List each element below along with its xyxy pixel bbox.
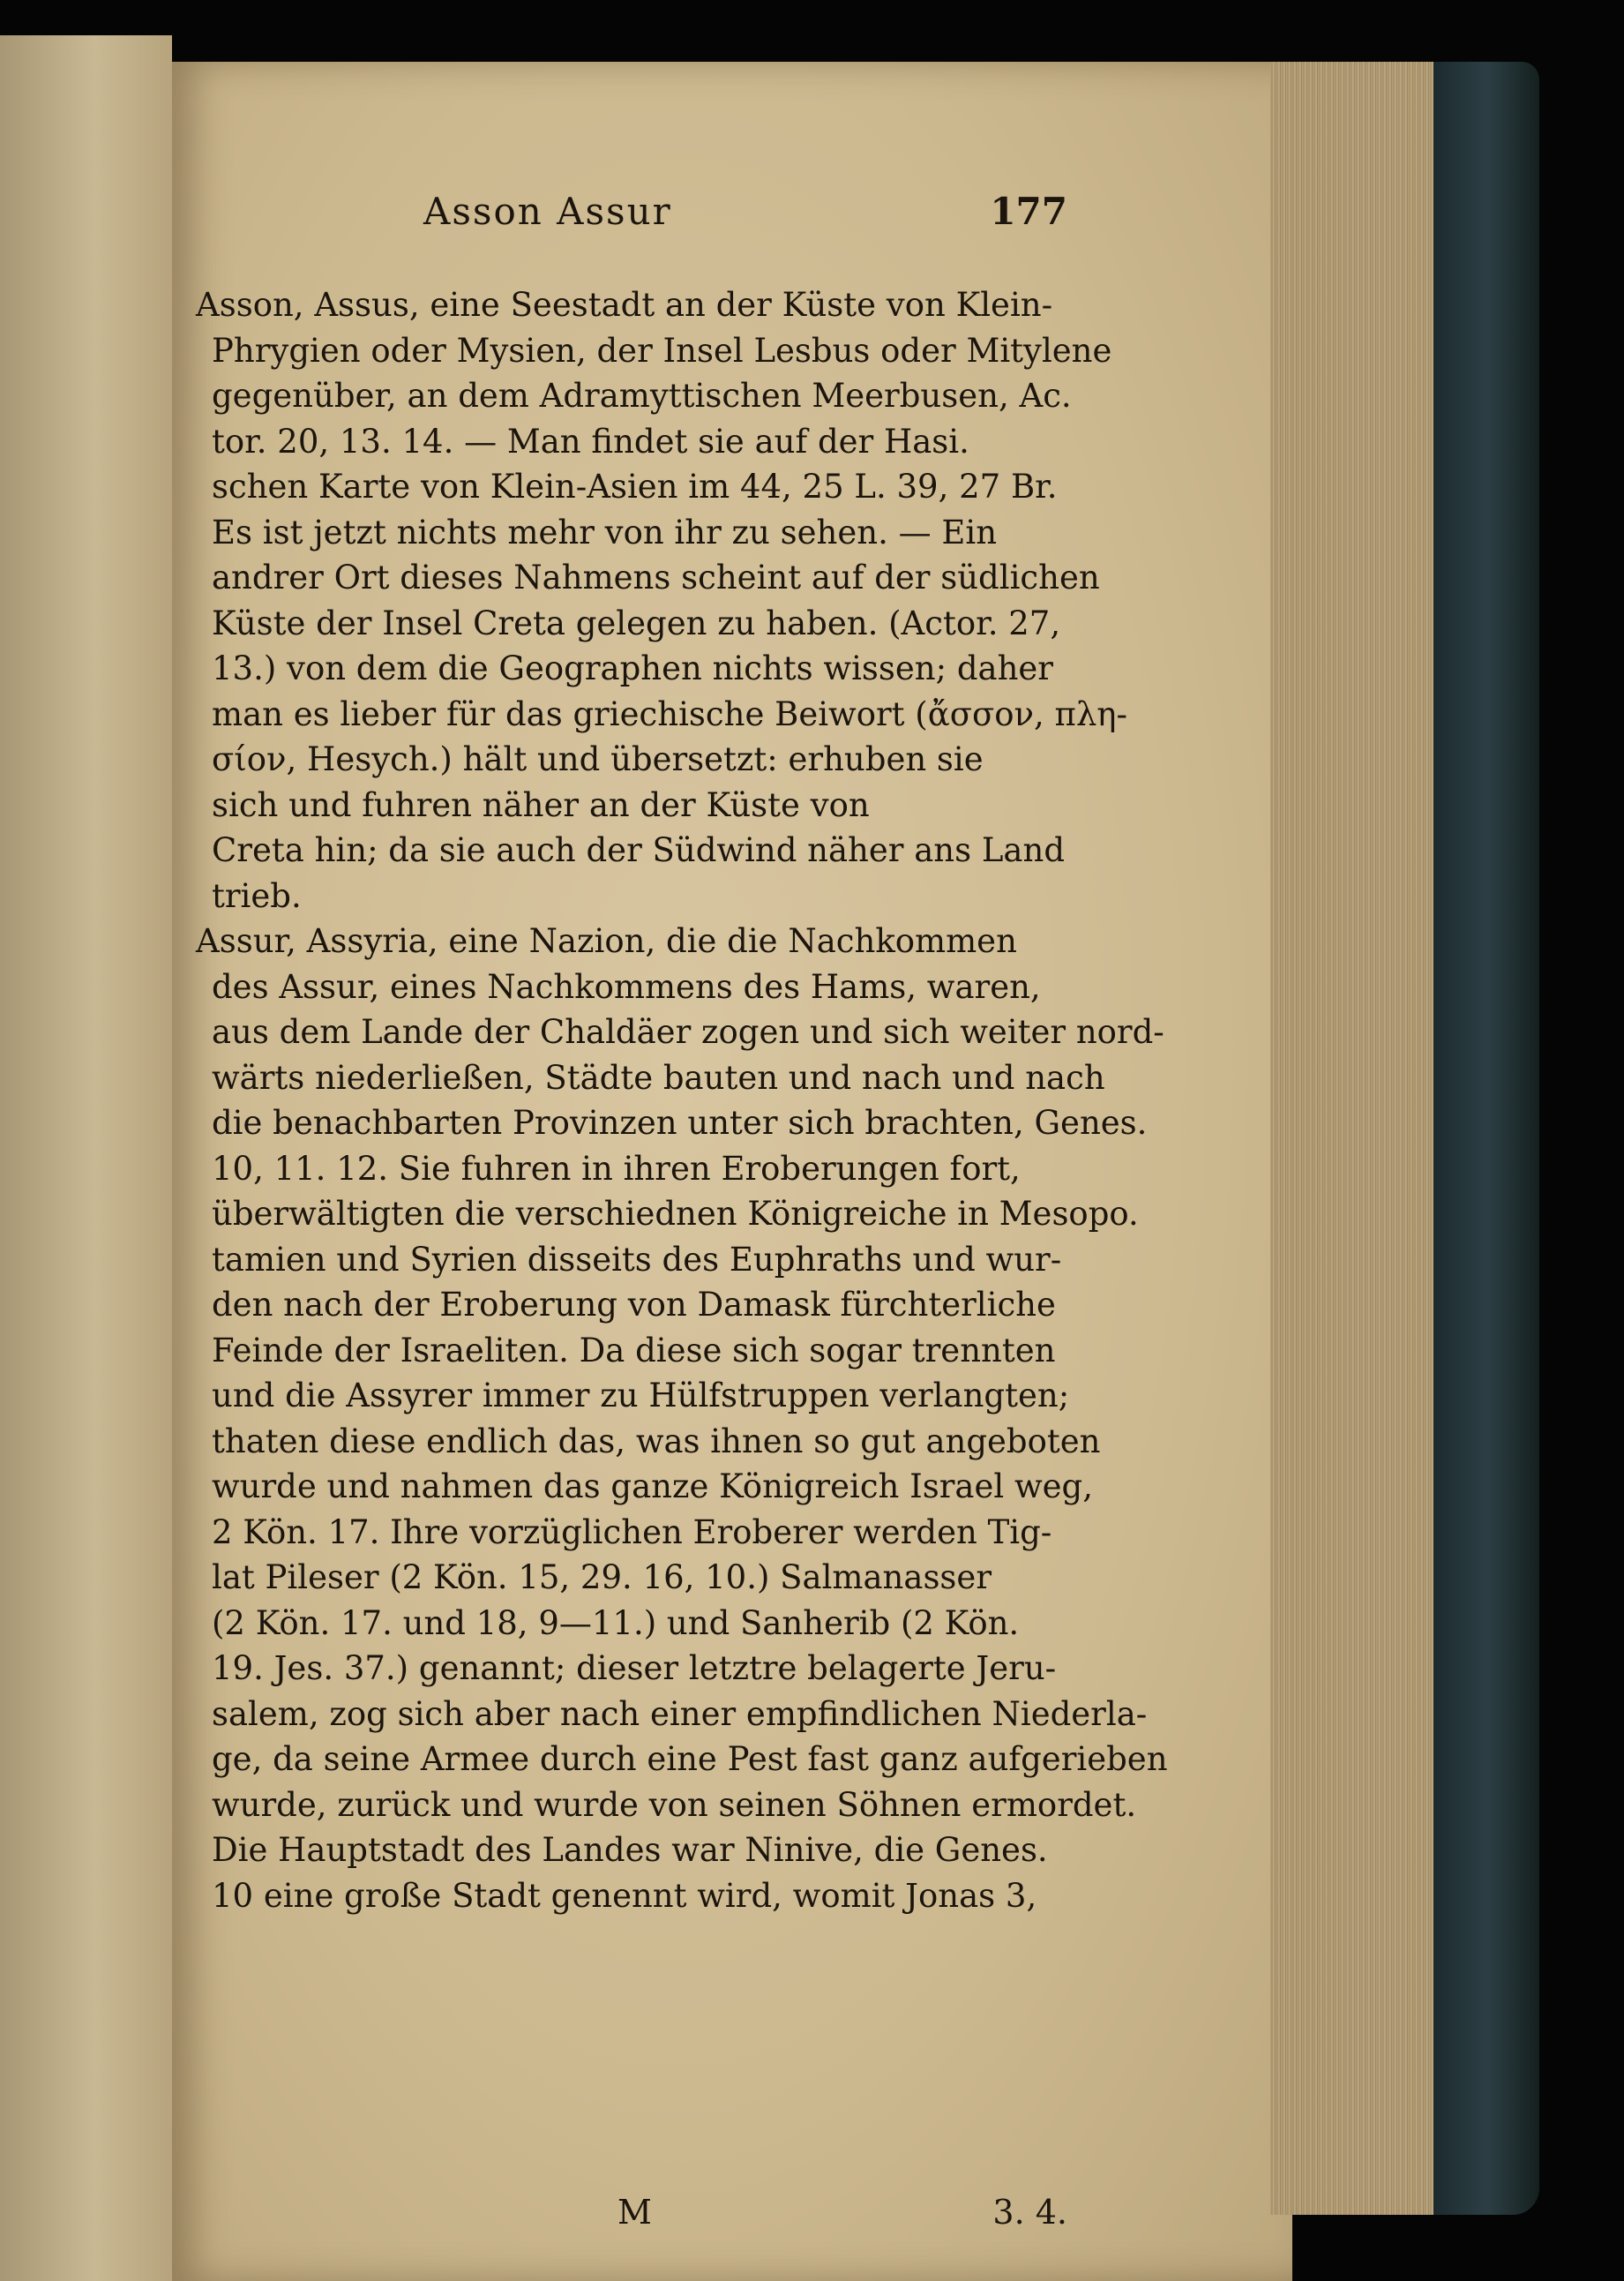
- text-line: wurde, zurück und wurde von seinen Söhnen ermordet.: [212, 1785, 1137, 1824]
- text-line: Creta hin; da sie auch der Südwind näher ans Land: [212, 831, 1066, 869]
- text-line: tamien und Syrien disseits des Euphraths und wur-: [212, 1240, 1062, 1279]
- text-line: Die Hauptstadt des Landes war Ninive, die Genes.: [212, 1831, 1048, 1869]
- text-line: Phrygien oder Mysien, der Insel Lesbus oder Mitylene: [212, 331, 1112, 370]
- running-header: [423, 190, 1067, 243]
- body-text: [196, 282, 1168, 1918]
- text-line: σίον, Hesych.) hält und übersetzt: erhuben sie: [212, 740, 984, 778]
- text-line: Es ist jetzt nichts mehr von ihr zu sehen. — Ein: [212, 513, 998, 551]
- text-line: den nach der Eroberung von Damask fürchterliche: [212, 1286, 1056, 1324]
- text-line: 10 eine große Stadt genennt wird, womit Jonas 3,: [212, 1876, 1037, 1915]
- text-line: salem, zog sich aber nach einer empfindlichen Niederla-: [212, 1694, 1148, 1733]
- text-line: trieb.: [212, 876, 302, 915]
- book-cover: [1433, 62, 1539, 2215]
- text-line: die benachbarten Provinzen unter sich brachten, Genes.: [212, 1104, 1148, 1142]
- text-line: und die Assyrer immer zu Hülfstruppen verlangten;: [212, 1377, 1070, 1414]
- text-line: gegenüber, an dem Adramyttischen Meerbusen, Ac.: [212, 377, 1072, 415]
- catchword: 3. 4.: [992, 2193, 1067, 2232]
- text-line: 2 Kön. 17. Ihre vorzüglichen Eroberer werden Tig-: [212, 1512, 1052, 1551]
- header-title: Asson Assur: [423, 190, 672, 233]
- text-line: überwältigten die verschiednen Königreiche in Mesopo.: [212, 1195, 1139, 1233]
- text-line: schen Karte von Klein-Asien im 44, 25 L. 39, 27 Br.: [212, 468, 1058, 506]
- text-line: tor. 20, 13. 14. — Man findet sie auf der Hasi.: [212, 422, 969, 461]
- signature-mark: M: [617, 2193, 652, 2232]
- text-line: thaten diese endlich das, was ihnen so gut angeboten: [212, 1422, 1101, 1460]
- text-line: man es lieber für das griechische Beiwort (ἄσσον, πλη-: [212, 694, 1127, 733]
- text-line: Asson, Assus, eine Seestadt an der Küste von Klein-: [196, 286, 1053, 324]
- text-line: des Assur, eines Nachkommens des Hams, waren,: [212, 967, 1041, 1006]
- text-line: lat Pileser (2 Kön. 15, 29. 16, 10.) Salmanasser: [212, 1558, 992, 1596]
- text-line: 13.) von dem die Geographen nichts wissen; daher: [212, 649, 1053, 687]
- page-number: 177: [990, 190, 1067, 233]
- text-line: aus dem Lande der Chaldäer zogen und sich weiter nord-: [212, 1013, 1164, 1051]
- text-line: Feinde der Israeliten. Da diese sich sogar trennten: [212, 1331, 1056, 1369]
- text-line: Küste der Insel Creta gelegen zu haben. (Actor. 27,: [212, 604, 1061, 642]
- text-line: andrer Ort dieses Nahmens scheint auf der südlichen: [212, 559, 1100, 597]
- text-line: Assur, Assyria, eine Nazion, die die Nachkommen: [196, 922, 1017, 960]
- text-line: wärts niederließen, Städte bauten und nach und nach: [212, 1058, 1105, 1097]
- text-line: (2 Kön. 17. und 18, 9—11.) und Sanherib (2 Kön.: [212, 1603, 1020, 1642]
- page-footer: [617, 2193, 1067, 2237]
- text-line: wurde und nahmen das ganze Königreich Israel weg,: [212, 1467, 1093, 1505]
- text-line: sich und fuhren näher an der Küste von: [212, 785, 870, 824]
- page-stack-edges: [1270, 62, 1460, 2215]
- text-line: 19. Jes. 37.) genannt; dieser letztre belagerte Jeru-: [212, 1649, 1057, 1687]
- text-line: 10, 11. 12. Sie fuhren in ihren Eroberungen fort,: [212, 1149, 1021, 1188]
- left-page-edge: [0, 35, 172, 2281]
- text-line: ge, da seine Armee durch eine Pest fast ganz aufgerieben: [212, 1740, 1168, 1778]
